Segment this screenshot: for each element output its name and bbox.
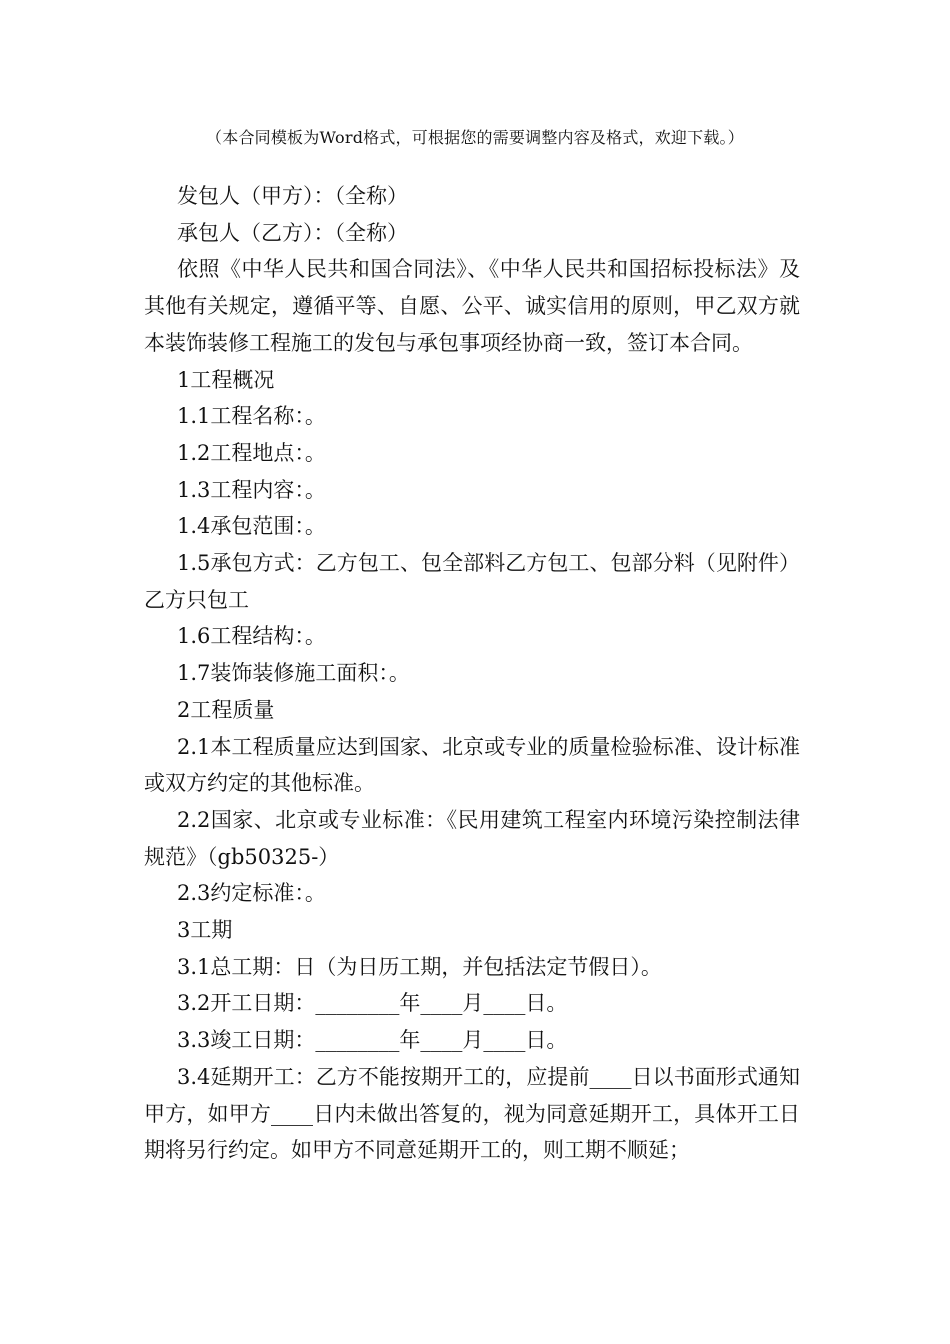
clause-paragraph: 3.4延期开工：乙方不能按期开工的，应提前____日以书面形式通知甲方，如甲方____日内未做出答复的，视为同意延期开工，具体开工日期将另行约定。如甲方不同意延期开工的，则工期不顺延； [144, 1064, 800, 1163]
clause-paragraph: 2.2国家、北京或专业标准：《民用建筑工程室内环境污染控制法律规范》（gb50325-） [144, 807, 800, 869]
section-heading: 3工期 [177, 918, 233, 943]
clause-paragraph: 1.6工程结构：。 [177, 624, 326, 649]
section-heading: 2工程质量 [177, 697, 275, 722]
clause-paragraph: 3.1总工期：日（为日历工期，并包括法定节假日）。 [177, 954, 662, 979]
clause-paragraph: 2.1本工程质量应达到国家、北京或专业的质量检验标准、设计标准或双方约定的其他标准。 [144, 734, 800, 796]
clause-paragraph: 2.3约定标准：。 [177, 881, 326, 906]
contract-body [144, 178, 800, 1169]
clause-paragraph: 1.3工程内容：。 [177, 477, 326, 502]
clause-paragraph: 3.3竣工日期：________年____月____日。 [177, 1028, 568, 1053]
preamble-paragraph: 依照《中华人民共和国合同法》、《中华人民共和国招标投标法》及其他有关规定，遵循平等、自愿、公平、诚实信用的原则，甲乙双方就本装饰装修工程施工的发包与承包事项经协商一致，签订本合同。 [144, 257, 800, 355]
clause-paragraph: 3.2开工日期：________年____月____日。 [177, 991, 568, 1016]
party-b-line: 承包人（乙方）：（全称） [177, 220, 408, 245]
clause-paragraph: 1.4承包范围：。 [177, 514, 326, 539]
section-heading: 1工程概况 [177, 367, 275, 392]
template-notice: （本合同模板为Word格式，可根据您的需要调整内容及格式，欢迎下载。） [206, 128, 744, 147]
clause-paragraph: 1.1工程名称：。 [177, 404, 326, 429]
clause-paragraph: 1.2工程地点：。 [177, 440, 326, 465]
clause-paragraph: 1.5承包方式：乙方包工、包全部料乙方包工、包部分料（见附件）乙方只包工 [144, 551, 800, 612]
clause-paragraph: 1.7装饰装修施工面积：。 [177, 661, 410, 686]
party-a-line: 发包人（甲方）：（全称） [177, 184, 408, 208]
